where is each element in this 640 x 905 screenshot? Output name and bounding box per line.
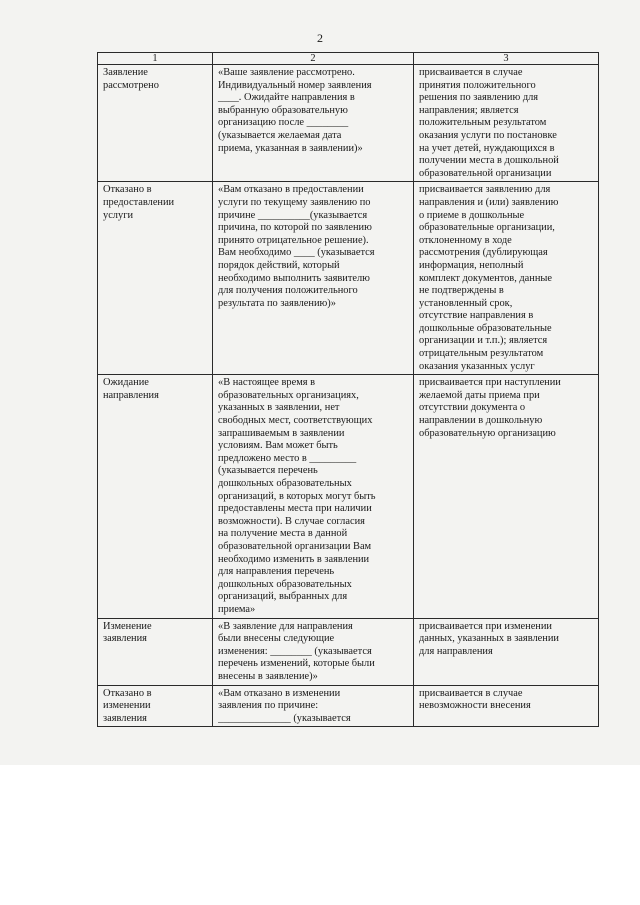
condition-cell: присваивается при наступлении желаемой даты приема при отсутствии документа о направлении в дошкольную образовательную организацию bbox=[414, 375, 599, 618]
status-cell: Заявление рассмотрено bbox=[98, 65, 213, 182]
condition-cell: присваивается в случае невозможности внесения bbox=[414, 685, 599, 726]
status-table bbox=[97, 52, 599, 727]
table-row bbox=[98, 375, 599, 618]
status-cell: Отказано в изменении заявления bbox=[98, 685, 213, 726]
message-cell: «Вам отказано в предоставлении услуги по текущему заявлению по причине __________(указывается причина, по которой по заявлению принято отрицательное решение). Вам необходимо ____ (указывается порядок действий, который необходимо выполнить заявителю для получения положительного результата по заявлению)» bbox=[213, 182, 414, 375]
message-cell: «Вам отказано в изменении заявления по причине: ______________ (указывается bbox=[213, 685, 414, 726]
message-cell: «Ваше заявление рассмотрено. Индивидуальный номер заявления ____. Ожидайте направления в выбранную образовательную организацию после ________ (указывается желаемая дата приема, указанная в заявлении)» bbox=[213, 65, 414, 182]
table-row bbox=[98, 618, 599, 685]
table-header-row bbox=[98, 53, 599, 65]
message-cell: «В заявление для направления были внесены следующие изменения: ________ (указывается перечень изменений, которые были внесены в заявление)» bbox=[213, 618, 414, 685]
column-header-2: 2 bbox=[213, 53, 414, 65]
condition-cell: присваивается в случае принятия положительного решения по заявлению для направления; является положительным результатом оказания услуги по постановке на учет детей, нуждающихся в получении места в дошкольной образовательной организации bbox=[414, 65, 599, 182]
table-row bbox=[98, 182, 599, 375]
status-cell: Отказано в предоставлении услуги bbox=[98, 182, 213, 375]
condition-cell: присваивается заявлению для направления и (или) заявлению о приеме в дошкольные образовательные организации, отклоненному в ходе рассмотрения (дублирующая информация, неполный комплект документов, данные не подтверждены в установленный срок, отсутствие направления в дошкольные образовательные организации и т.п.); является отрицательным результатом оказания указанных услуг bbox=[414, 182, 599, 375]
condition-cell: присваивается при изменении данных, указанных в заявлении для направления bbox=[414, 618, 599, 685]
message-cell: «В настоящее время в образовательных организациях, указанных в заявлении, нет свободных мест, соответствующих запрашиваемым в заявлении условиям. Вам может быть предложено место в _________ (указывается перечень дошкольных образовательных организаций, в которых могут быть предоставлены места при наличии возможности). В случае согласия на получение места в данной образовательной организации Вам необходимо изменить в заявлении для направления перечень дошкольных образовательных организаций, выбранных для приема» bbox=[213, 375, 414, 618]
table-row bbox=[98, 65, 599, 182]
status-cell: Изменение заявления bbox=[98, 618, 213, 685]
table-row bbox=[98, 685, 599, 726]
page-number: 2 bbox=[317, 31, 323, 45]
column-header-1: 1 bbox=[98, 53, 213, 65]
column-header-3: 3 bbox=[414, 53, 599, 65]
status-cell: Ожидание направления bbox=[98, 375, 213, 618]
